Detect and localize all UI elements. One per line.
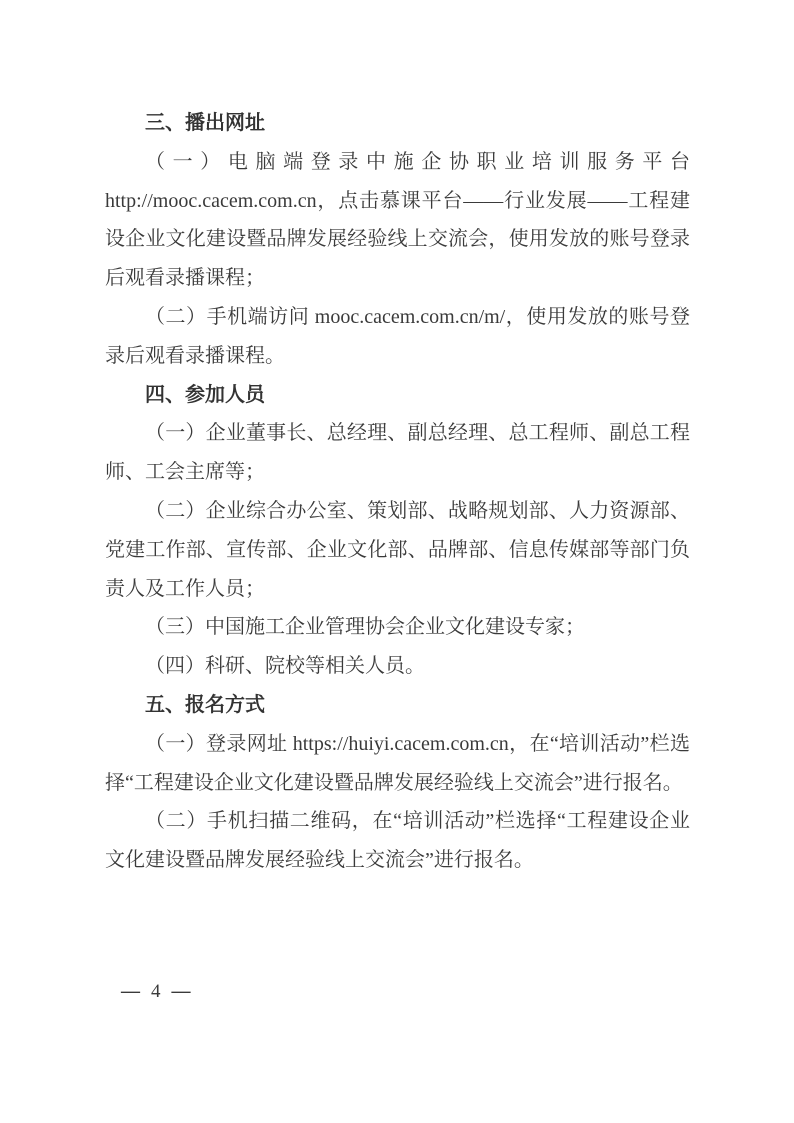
heading-participants: 四、参加人员 (145, 383, 265, 406)
paragraph-participants-3: （三）中国施工企业管理协会企业文化建设专家； (145, 616, 585, 639)
heading-broadcast-url: 三、播出网址 (145, 112, 265, 134)
paragraph-participants-4: （四）科研、院校等相关人员。 (145, 655, 425, 678)
paragraph-pc-access: （一）电脑端登录中施企协职业培训服务平台 http://mooc.cacem.com.cn，点击慕课平台——行业发展——工程建设企业文化建设暨品牌发展经验线上交流会，使用发放的账号登录后观看录播课程； (105, 150, 690, 290)
footer-dash-right: — (171, 981, 191, 1002)
paragraph-mobile-access: （二）手机端访问 mooc.cacem.com.cn/m/，使用发放的账号登录后观看录播课程。 (105, 305, 690, 367)
footer-dash-left: — (121, 981, 140, 1002)
page-footer (121, 981, 191, 1003)
paragraph-registration-qrcode: （二）手机扫描二维码，在“培训活动”栏选择“工程建设企业文化建设暨品牌发展经验线上交流会”进行报名。 (105, 810, 690, 872)
heading-registration: 五、报名方式 (145, 693, 265, 716)
paragraph-registration-web: （一）登录网址 https://huiyi.cacem.com.cn，在“培训活动”栏选择“工程建设企业文化建设暨品牌发展经验线上交流会”进行报名。 (105, 732, 690, 794)
page-number: 4 (151, 981, 161, 1002)
paragraph-participants-1: （一）企业董事长、总经理、副总经理、总工程师、副总工程师、工会主席等； (105, 422, 690, 484)
paragraph-participants-2: （二）企业综合办公室、策划部、战略规划部、人力资源部、党建工作部、宣传部、企业文化部、品牌部、信息传媒部等部门负责人及工作人员； (105, 499, 690, 600)
document-body (105, 104, 690, 880)
